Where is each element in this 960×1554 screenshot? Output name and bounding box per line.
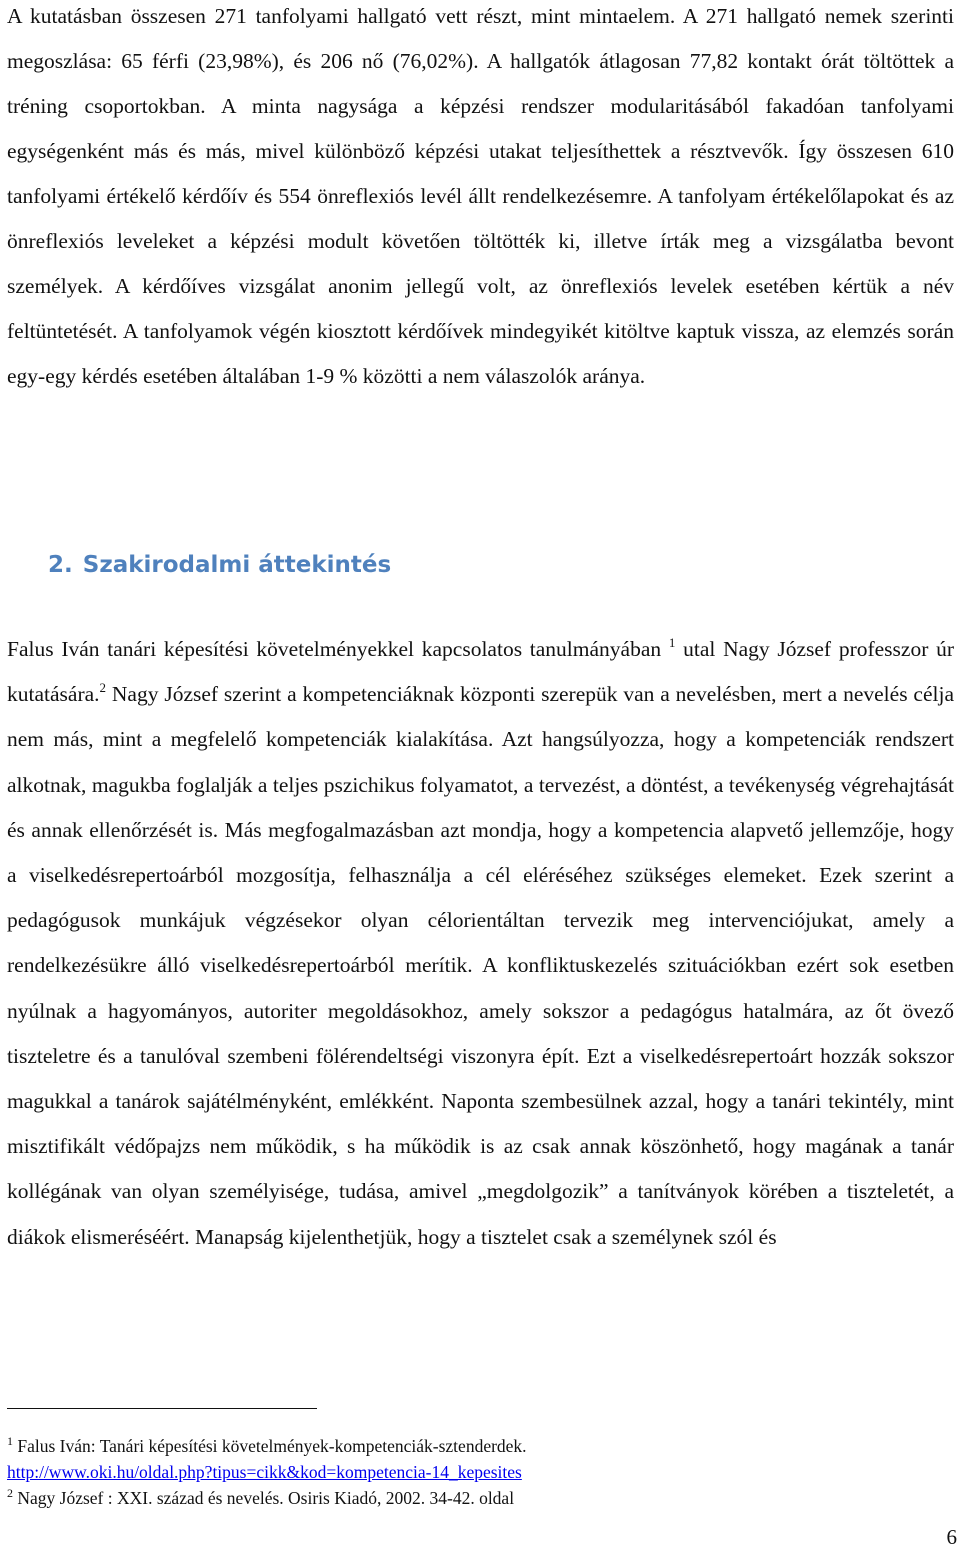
section-heading-title: Szakirodalmi áttekintés: [82, 552, 392, 578]
footnote-1-link[interactable]: http://www.oki.hu/oldal.php?tipus=cikk&kod=kompetencia-14_kepesites: [7, 1462, 522, 1482]
footnote-2-number: 2: [7, 1486, 13, 1500]
footnote-1-number: 1: [7, 1434, 13, 1448]
paragraph-text-part-b: utal Nagy József professzor úr kutatására.: [7, 637, 955, 707]
footnotes: [7, 1433, 947, 1511]
footnote-1-text: Falus Iván: Tanári képesítési követelmények-kompetenciák-sztenderdek.: [13, 1436, 527, 1456]
footnote-1: [7, 1433, 947, 1459]
footnote-ref-1[interactable]: 1: [668, 635, 676, 650]
body-paragraph-literature: [7, 627, 954, 1260]
section-heading-number: 2.: [48, 552, 73, 578]
section-heading: [48, 552, 391, 578]
footnote-separator: [7, 1408, 317, 1409]
body-paragraph-sample: A kutatásban összesen 271 tanfolyami hallgató vett részt, mint mintaelem. A 271 hallgató nemek szerinti megoszlása: 65 férfi (23,98%), és 206 nő (76,02%). A hallgatók átlagosan 77,82 kontakt órát töltöttek a tréning csoportokban. A minta nagysága a képzési rendszer modularitásából fakadóan tanfolyami egységenként más és más, mivel különböző képzési utakat teljesíthettek a résztvevők. Így összesen 610 tanfolyami értékelő kérdőív és 554 önreflexiós levél állt rendelkezésemre. A tanfolyam értékelőlapokat és az önreflexiós leveleket a képzési modult követően töltötték ki, illetve írták meg a vizsgálatba bevont személyek. A kérdőíves vizsgálat anonim jellegű volt, az önreflexiós levelek esetében kértük a név feltüntetését. A tanfolyamok végén kiosztott kérdőívek mindegyikét kitöltve kaptuk vissza, az elemzés során egy-egy kérdés esetében általában 1-9 % közötti a nem válaszolók aránya.: [7, 4, 954, 388]
paragraph-text-part-a: Falus Iván tanári képesítési követelményekkel kapcsolatos tanulmányában: [7, 637, 662, 661]
footnote-1-link-line: [7, 1459, 947, 1485]
footnote-2-text: Nagy József : XXI. század és nevelés. Osiris Kiadó, 2002. 34-42. oldal: [13, 1488, 515, 1508]
footnote-ref-2[interactable]: 2: [99, 680, 107, 696]
paragraph-text-part-c: Nagy József szerint a kompetenciáknak központi szerepük van a nevelésben, mert a nevelés célja nem más, mint a megfelelő kompetenciák kialakítása. Azt hangsúlyozza, hogy a kompetenciák rendszert alkotnak, magukba foglalják a teljes pszichikus folyamatot, a tervezést, a döntést, a tevékenység végrehajtását és annak ellenőrzését is. Más megfogalmazásban azt mondja, hogy a kompetencia alapvető jellemzője, hogy a viselkedésrepertoárból mozgosítja, felhasználja a cél eléréséhez szükséges elemeket. Ezek szerint a pedagógusok munkájuk végzésekor olyan célorientáltan tervezik meg intervenciójukat, amely a rendelkezésükre álló viselkedésrepertoárból merítik. A konfliktuskezelés szituációkban ezért sok esetben nyúlnak a hagyományos, autoriter megoldásokhoz, amely sokszor a pedagógus hatalmára, az őt övező tiszteletre és a tanulóval szembeni fölérendeltségi viszonyra épít. Ezt a viselkedésrepertoárt hozzák sokszor magukkal a tanárok sajátélményként, emlékként. Naponta szembesülnek azzal, hogy a tanári tekintély, mint misztifikált védőpajzs nem működik, s ha működik is az csak annak köszönhető, hogy magának a tanár kollégának van olyan személyisége, tudása, amivel „megdolgozik” a tanítványok körében a tiszteletét, a diákok elismeréséért. Manapság kijelenthetjük, hogy a tisztelet csak a személynek szól és: [7, 682, 954, 1249]
page-number: 6: [946, 1525, 957, 1549]
footnote-2: [7, 1485, 947, 1511]
